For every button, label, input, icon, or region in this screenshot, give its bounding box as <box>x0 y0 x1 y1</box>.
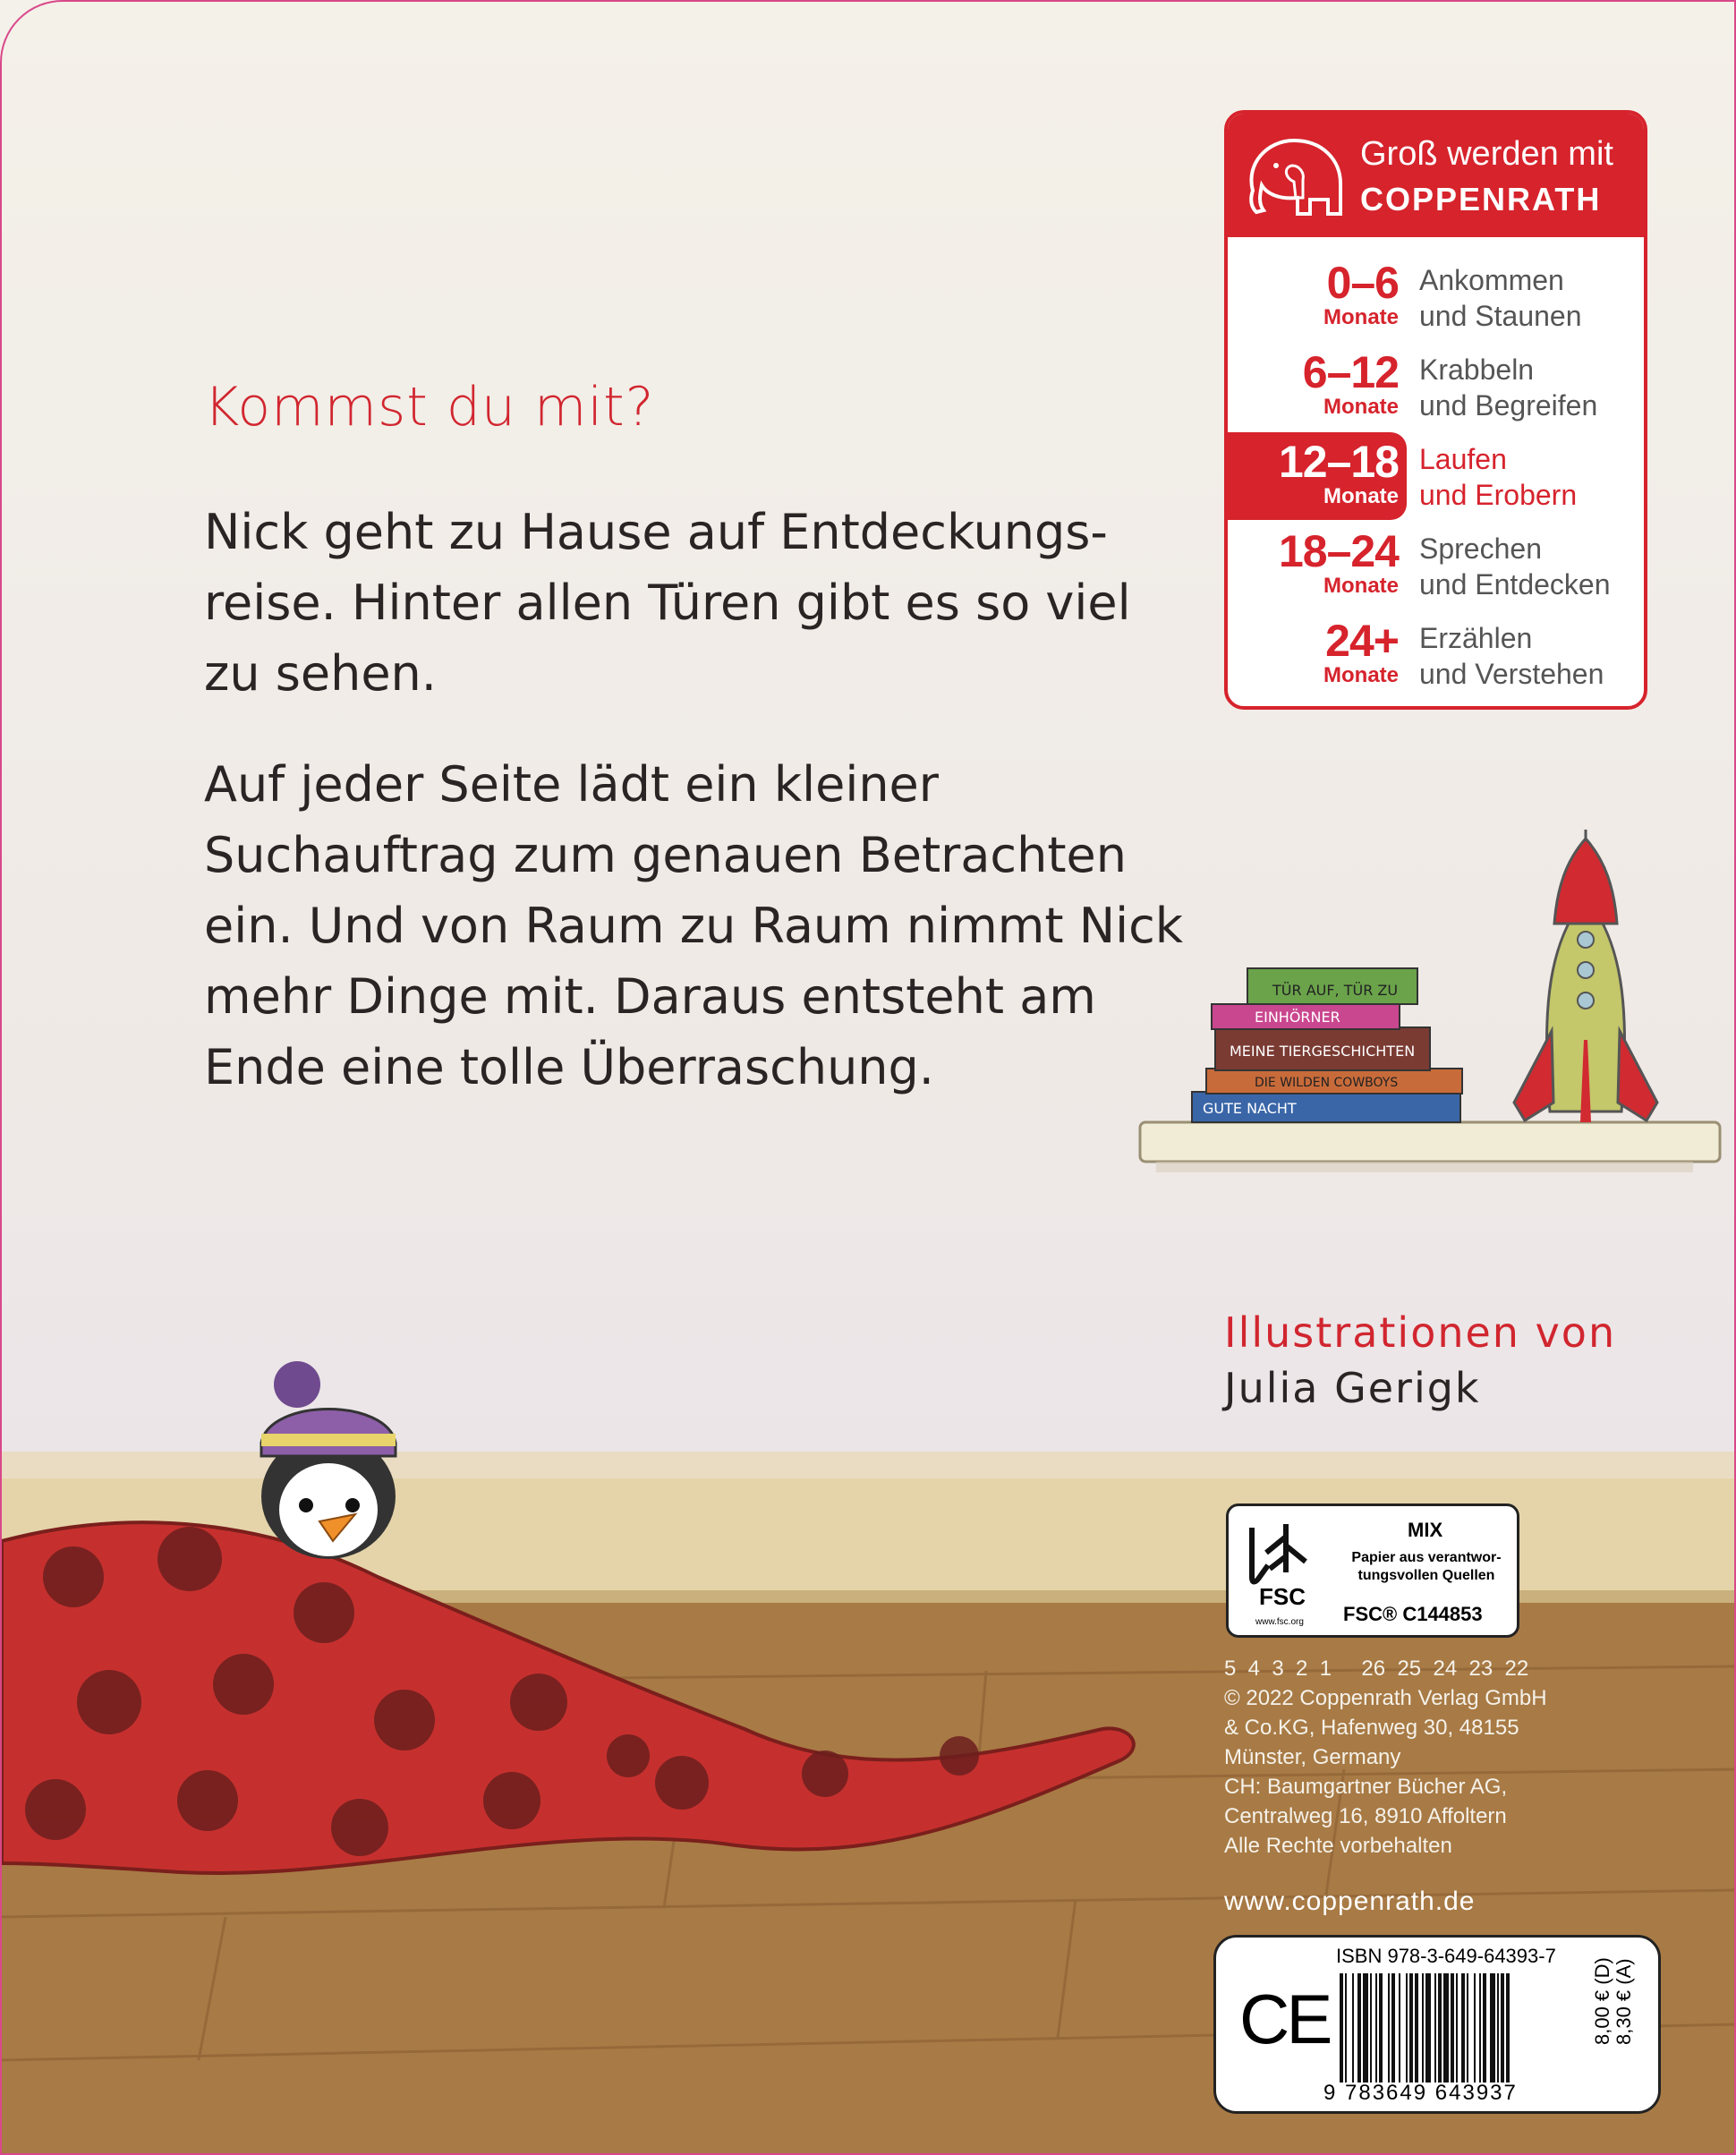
intro-paragraph <box>204 497 1135 709</box>
age-row <box>1228 522 1644 608</box>
barcode-box <box>1213 1935 1661 2114</box>
price-info <box>1592 1957 1635 2045</box>
barcode-bar <box>1379 1973 1383 2083</box>
age-stage: Ankommen <box>1419 264 1564 296</box>
barcode-digits: 9 783649 643937 <box>1323 2081 1518 2105</box>
publisher-website[interactable]: www.coppenrath.de <box>1224 1887 1476 1916</box>
age-stage: Krabbeln <box>1419 353 1535 386</box>
barcode <box>1340 1973 1581 2083</box>
barcode-bar <box>1357 1973 1361 2083</box>
barcode-bar <box>1370 1973 1372 2083</box>
fsc-code: FSC® C144853 <box>1343 1603 1483 1625</box>
age-stage: Erzählen <box>1419 622 1533 654</box>
imprint <box>1224 1654 1600 1861</box>
imprint-line: & Co.KG, Hafenweg 30, 48155 <box>1224 1716 1519 1740</box>
imprint-line: Centralweg 16, 8910 Affoltern <box>1224 1804 1507 1828</box>
age-range: 18–24 <box>1278 526 1399 576</box>
barcode-bar <box>1422 1973 1424 2083</box>
barcode-bar <box>1443 1973 1449 2083</box>
age-row <box>1228 611 1644 697</box>
text-line: zu sehen. <box>204 645 437 702</box>
age-row-current <box>1228 432 1644 518</box>
fsc-label <box>1226 1503 1519 1638</box>
age-range: 0–6 <box>1326 258 1399 308</box>
imprint-line: CH: Baumgartner Bücher AG, <box>1224 1775 1508 1799</box>
description-paragraph <box>204 749 1184 1103</box>
book-title: EINHÖRNER <box>1255 1009 1340 1026</box>
illustrator-name: Julia Gerigk <box>1224 1364 1481 1412</box>
text-line: Ende eine tolle Überraschung. <box>204 1039 934 1095</box>
barcode-bar <box>1451 1973 1454 2083</box>
age-stage: Sprechen <box>1419 532 1542 565</box>
barcode-bar <box>1425 1973 1431 2083</box>
brand-name: COPPENRATH <box>1360 181 1602 217</box>
imprint-line: © 2022 Coppenrath Verlag GmbH <box>1224 1686 1547 1710</box>
age-range: 24+ <box>1325 616 1399 666</box>
barcode-bar <box>1434 1973 1436 2083</box>
elephant-icon <box>1240 128 1349 223</box>
barcode-bar <box>1501 1973 1504 2083</box>
age-range: 6–12 <box>1302 347 1399 397</box>
barcode-bar <box>1391 1973 1395 2083</box>
publisher-header <box>1228 114 1644 237</box>
barcode-bar <box>1409 1973 1413 2083</box>
fsc-text-line: Papier aus verantwor- <box>1351 1550 1502 1565</box>
book-title: MEINE TIERGESCHICHTEN <box>1230 1043 1416 1060</box>
age-stage: Laufen <box>1419 443 1507 475</box>
header-line-1: Groß werden mit <box>1360 135 1613 173</box>
age-range: 12–18 <box>1278 437 1399 487</box>
print-numbers: 5 4 3 2 1 26 25 24 23 22 <box>1224 1657 1529 1681</box>
ce-mark: CE <box>1239 1980 1330 2058</box>
barcode-bar <box>1497 1973 1499 2083</box>
barcode-bar <box>1352 1973 1354 2083</box>
fsc-mix: MIX <box>1408 1519 1443 1541</box>
fsc-website: www.fsc.org <box>1255 1617 1304 1627</box>
fsc-logo-text: FSC <box>1259 1583 1306 1610</box>
barcode-bar <box>1345 1973 1347 2083</box>
age-group-box <box>1224 110 1647 710</box>
barcode-bar <box>1474 1973 1476 2083</box>
text-line: ein. Und von Raum zu Raum nimmt Nick <box>204 898 1184 954</box>
age-unit: Monate <box>1323 305 1399 329</box>
book-title: GUTE NACHT <box>1203 1100 1297 1117</box>
book-stack <box>1192 968 1462 1122</box>
barcode-bar <box>1375 1973 1377 2083</box>
imprint-line: Münster, Germany <box>1224 1745 1401 1769</box>
text-line: Nick geht zu Hause auf Entdeckungs- <box>204 504 1108 560</box>
barcode-bar <box>1479 1973 1481 2083</box>
barcode-bar <box>1388 1973 1390 2083</box>
age-stage-2: und Begreifen <box>1419 389 1598 422</box>
text-line: mehr Dinge mit. Daraus entsteht am <box>204 968 1096 1025</box>
barcode-bar <box>1438 1973 1442 2083</box>
barcode-bar <box>1415 1973 1418 2083</box>
text-line: Auf jeder Seite lädt ein kleiner <box>204 756 939 813</box>
age-unit: Monate <box>1323 663 1399 687</box>
age-unit: Monate <box>1323 395 1399 419</box>
fsc-tree-icon <box>1241 1519 1331 1617</box>
barcode-bar <box>1456 1973 1458 2083</box>
imprint-line: Alle Rechte vorbehalten <box>1224 1834 1452 1858</box>
barcode-bar <box>1490 1973 1495 2083</box>
book-title: DIE WILDEN COWBOYS <box>1255 1076 1399 1090</box>
page-title: Kommst du mit? <box>204 376 655 439</box>
barcode-bar <box>1406 1973 1408 2083</box>
illustrator-label: Illustrationen von <box>1224 1308 1617 1357</box>
age-stage-2: und Staunen <box>1419 300 1582 332</box>
age-unit: Monate <box>1323 574 1399 598</box>
fsc-text <box>1341 1549 1511 1585</box>
age-row <box>1228 343 1644 429</box>
barcode-bar <box>1340 1973 1343 2083</box>
price-austria: 8,30 € (A) <box>1613 1958 1635 2045</box>
price-germany: 8,00 € (D) <box>1591 1957 1613 2045</box>
age-stage-2: und Entdecken <box>1419 568 1611 601</box>
age-row <box>1228 253 1644 339</box>
isbn: ISBN 978-3-649-64393-7 <box>1336 1945 1556 1967</box>
barcode-bar <box>1399 1973 1400 2083</box>
age-unit: Monate <box>1323 484 1399 508</box>
text-line: reise. Hinter allen Türen gibt es so viel <box>204 575 1131 631</box>
age-stage-2: und Erobern <box>1419 479 1578 511</box>
barcode-bar <box>1483 1973 1486 2083</box>
age-stage-2: und Verstehen <box>1419 658 1604 690</box>
barcode-bar <box>1363 1973 1368 2083</box>
toy-rocket <box>1514 830 1657 1122</box>
barcode-bar <box>1467 1973 1468 2083</box>
text-line: Suchauftrag zum genauen Betrachten <box>204 827 1127 883</box>
book-title: TÜR AUF, TÜR ZU <box>1272 982 1399 999</box>
barcode-bar <box>1461 1973 1465 2083</box>
fsc-text-line: tungsvollen Quellen <box>1357 1568 1495 1583</box>
barcode-bar <box>1506 1973 1510 2083</box>
